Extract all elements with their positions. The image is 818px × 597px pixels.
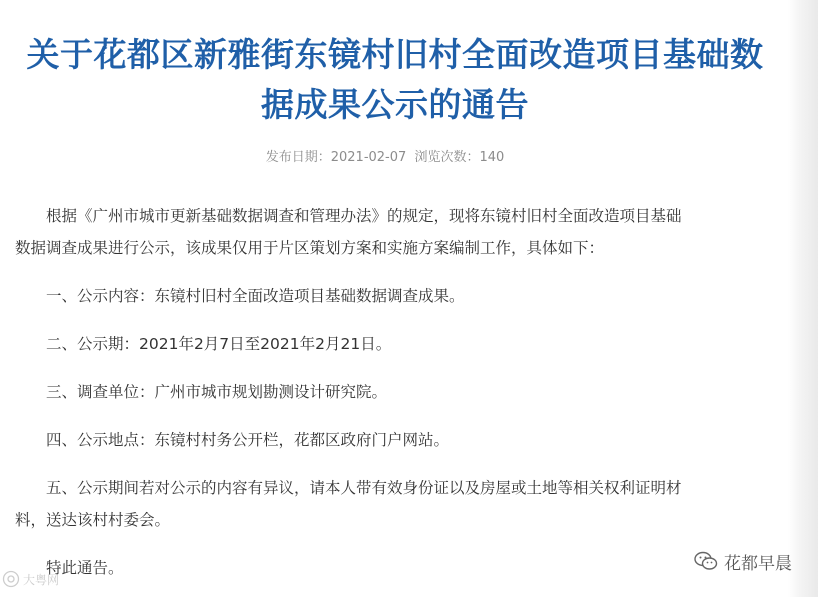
item-unit: 三、调查单位：广州市城市规划勘测设计研究院。: [46, 383, 388, 401]
item-objection-line1: 五、公示期间若对公示的内容有异议，请本人带有效身份证以及房屋或土地等相关权利证明材: [46, 479, 682, 497]
wechat-account-watermark: [694, 549, 792, 573]
article-title-line2: 据成果公示的通告: [261, 85, 529, 124]
intro-paragraph-line2: 数据调查成果进行公示，该成果仅用于片区策划方案和实施方案编制工作，具体如下：: [15, 239, 605, 257]
wechat-icon: [694, 551, 718, 571]
wechat-account-name: 花都早晨: [724, 553, 792, 574]
watermark-text: 大粤网: [23, 572, 60, 587]
camera-watermark-icon: [2, 570, 20, 588]
publish-date: 发布日期：2021-02-07: [265, 150, 407, 165]
item-period: 二、公示期：2021年2月7日至2021年2月21日。: [46, 335, 392, 353]
item-content: 一、公示内容：东镜村旧村全面改造项目基础数据调查成果。: [46, 287, 465, 305]
item-location: 四、公示地点：东镜村村务公开栏，花都区政府门户网站。: [46, 431, 450, 449]
corner-watermark: [2, 570, 59, 588]
article-body: [15, 200, 765, 584]
page-edge-shadow: [788, 0, 818, 597]
view-count: 浏览次数：140: [414, 150, 505, 165]
article-meta: [0, 149, 770, 167]
article-title: [10, 30, 780, 130]
closing-text: 特此通告。: [46, 559, 124, 577]
intro-paragraph-line1: 根据《广州市城市更新基础数据调查和管理办法》的规定，现将东镜村旧村全面改造项目基础: [46, 207, 682, 225]
article-title-line1: 关于花都区新雅街东镜村旧村全面改造项目基础数: [26, 35, 764, 74]
item-objection-line2: 料，送达该村村委会。: [15, 511, 171, 529]
